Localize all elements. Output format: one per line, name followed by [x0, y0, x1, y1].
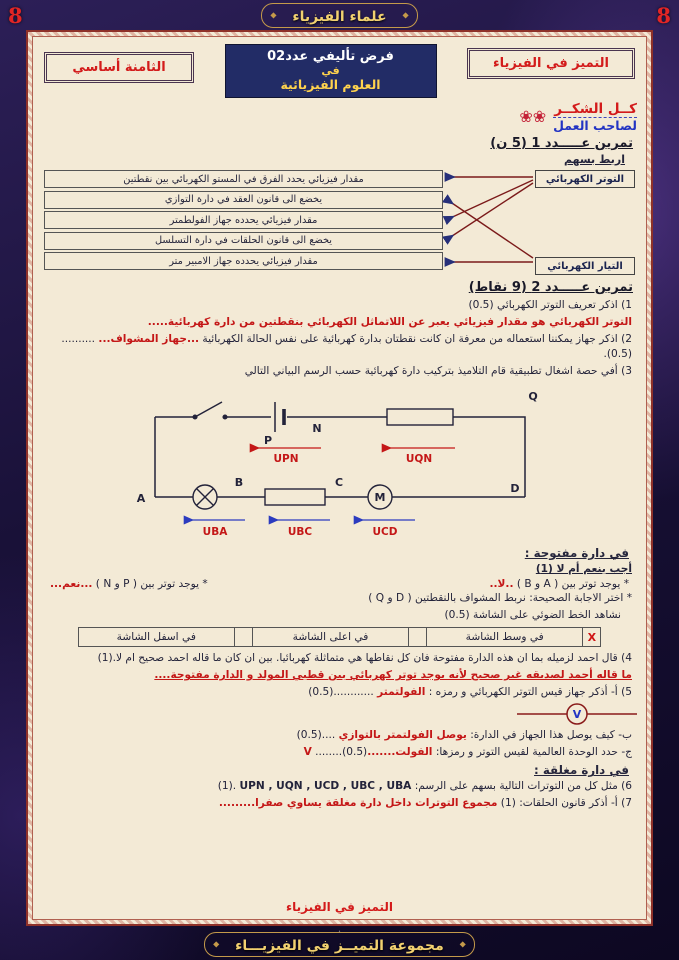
option-cell-top	[252, 628, 426, 646]
option-cell-bottom	[79, 628, 252, 646]
label-ucd: UCD	[372, 526, 397, 539]
top-banner-title: علماء الفيزياء	[292, 8, 387, 25]
thanks-text	[553, 101, 637, 133]
top-banner	[0, 0, 679, 30]
page-number-left: 8	[8, 2, 23, 28]
point-c: C	[334, 476, 343, 490]
rose-icon: ❀❀	[519, 107, 547, 126]
yes-no-item-2-text: * يوجد توتر بين ( P و N )	[95, 578, 208, 591]
bottom-banner	[0, 928, 679, 960]
option-checkbox-top	[408, 628, 426, 646]
bottom-banner-frame	[204, 932, 475, 957]
question-5c-answer: الفولت.......V	[303, 746, 433, 759]
option-label-top: في اعلى الشاشة	[292, 631, 369, 644]
top-banner-frame	[261, 3, 417, 28]
question-7-answer: مجموع التوترات داخل دارة مغلقة يساوي صفرا.........	[218, 797, 498, 810]
resistor-bottom-icon	[265, 489, 325, 505]
circuit-diagram	[42, 382, 637, 542]
point-d: D	[509, 482, 520, 496]
label-uba: UBA	[202, 526, 227, 539]
label-upn: UPN	[272, 453, 299, 466]
matching-item-3: مقدار فيزيائي يحدده جهاز الفولطمتر	[44, 211, 443, 229]
exam-header	[44, 44, 635, 98]
matching-exercise	[44, 170, 635, 275]
thanks-line1: كــل الشكــر	[554, 101, 637, 117]
exam-sheet	[32, 36, 647, 920]
exam-title-line1: فرض تأليفي عدد02	[267, 49, 394, 64]
yes-no-item-1-text: * يوجد توتر بين ( A و B )	[516, 578, 629, 591]
option-label-middle: في وسط الشاشة	[465, 631, 544, 644]
question-2-answer: ...جهاز المشواف...	[98, 333, 200, 346]
point-a: A	[136, 492, 145, 506]
yes-no-item-1	[489, 578, 629, 590]
question-1	[47, 298, 632, 313]
option-checkbox-bottom	[234, 628, 252, 646]
matching-right-column	[535, 170, 635, 275]
matching-arrows	[443, 170, 535, 275]
question-1-text: 1) اذكر تعريف التوتر الكهربائي (0.5)	[468, 299, 632, 311]
matching-item-4: يخضع الى قانون الحلقات في دارة التسلسل	[44, 232, 443, 250]
question-4: 4) قال احمد لزميله بما ان هذه الدارة مفتوحة فان كل نقاطها هي متماثلة كهربائيا. بين ان كان ما قاله احمد صحيح ام لا.(1)	[97, 652, 632, 665]
page-number-right: 8	[656, 2, 671, 28]
question-5a-suffix: ............(0.5)	[308, 686, 374, 699]
question-4-answer: ما قاله أحمد لصديقه غير صحيح لأنه يوجد توتر كهربائي بين قطبي المولد و الدارة مفتوحة....	[154, 669, 632, 682]
question-1-answer: التوتر الكهربائي هو مقدار فيزيائي يعبر عن اللاتماثل الكهربائي بنقطتين من دارة كهربائية.....	[147, 316, 632, 329]
option-checkbox-middle: X	[582, 628, 600, 646]
question-2	[47, 332, 632, 362]
paper-footer-brand: التميز في الفيزياء	[285, 900, 394, 914]
question-3: 3) أفي حصة اشغال تطبيقية قام التلاميذ بتركيب دارة كهربائية حسب الرسم البياني التالي	[244, 365, 632, 378]
lamp-icon	[193, 485, 217, 509]
matching-item-2: يخضع الى قانون العقد في دارة التوازي	[44, 191, 443, 209]
voltmeter-symbol-svg	[517, 702, 637, 726]
voltmeter-symbol	[192, 702, 637, 726]
yes-no-item-2-answer: ...نعم...	[50, 578, 93, 591]
exercise2-title: تمرين عـــــدد 2 (9 نقاط)	[468, 280, 633, 295]
question-2-suffix: ..........(0.5).	[61, 333, 632, 361]
matching-term-current: التيار الكهربائي	[535, 257, 635, 275]
label-ubc: UBC	[287, 526, 312, 539]
label-uqn: UQN	[405, 453, 432, 466]
question-5a-answer: الفولتمتر	[377, 686, 426, 699]
point-q: Q	[527, 390, 538, 404]
point-n: N	[311, 422, 322, 436]
matching-left-column	[44, 170, 443, 275]
question-5b-suffix: ....(0.5)	[296, 729, 336, 742]
choice-line-2: نشاهد الخط الضوئي على الشاشة (0.5)	[444, 609, 621, 622]
matching-term-voltage: التوتر الكهربائي	[535, 170, 635, 188]
question-5a	[47, 685, 632, 700]
yes-no-instruction: أجب بنعم أم لا (1)	[535, 563, 632, 576]
matching-lines	[446, 177, 533, 262]
exercise1-title: تمرين عـــــدد 1 (5 ن)	[490, 136, 633, 151]
thanks-line2: لصاحب العمل	[553, 118, 637, 133]
matching-arrows-svg	[443, 170, 535, 271]
answer-option-table	[78, 627, 602, 647]
question-5b	[47, 728, 632, 743]
exam-title-line2: في	[321, 64, 340, 77]
point-p: P	[263, 434, 272, 448]
question-5b-text: ب- كيف يوصل هذا الجهاز في الدارة:	[470, 729, 632, 742]
circuit-svg	[125, 382, 555, 542]
battery-icon	[275, 402, 284, 432]
motor-icon	[368, 485, 392, 509]
bottom-banner-title: مجموعة التميــز في الفيزيـــاء	[235, 937, 444, 954]
question-7	[47, 796, 632, 811]
exam-paper	[26, 30, 653, 926]
question-5c-suffix: ........(0.5)	[315, 746, 368, 759]
option-cell-middle	[426, 628, 600, 646]
open-circuit-heading: في دارة مفتوحة :	[524, 546, 629, 561]
matching-item-5: مقدار فيزيائي يحدده جهاز الامبير متر	[44, 252, 443, 270]
matching-item-1: مقدار فيزيائي يحدد الفرق في المستو الكهربائي بين نقطتين	[44, 170, 443, 188]
question-6-text: 6) مثل كل من التوترات التالية بسهم على الرسم:	[414, 780, 632, 793]
yes-no-item-2	[50, 578, 208, 590]
svg-text:M: M	[374, 491, 385, 505]
resistor-top-icon	[387, 409, 453, 425]
exam-title-box	[225, 44, 437, 98]
question-6-voltage-labels: UPN , UQN , UCD , UBC , UBA	[239, 780, 412, 793]
question-2-text: 2) اذكر جهاز يمكننا استعماله من معرفة ان كانت نقطتان بدارة كهربائية على نفس الحالة الكهربائية	[202, 333, 632, 346]
yes-no-item-1-answer: ..لا..	[489, 578, 514, 591]
option-label-bottom: في اسفل الشاشة	[116, 631, 196, 644]
question-5b-answer: يوصل الفولتمتر بالتوازي	[338, 729, 467, 742]
class-level-box: الثامنة أساسي	[44, 52, 194, 83]
question-5a-text: 5) أ- أذكر جهاز قيس التوتر الكهربائي و رمزه :	[428, 686, 632, 699]
voltmeter-letter: V	[572, 708, 582, 722]
exercise1-instruction: اربط بسهم	[563, 153, 625, 166]
question-5c-text: ج- حدد الوحدة العالمية لقيس التوتر و رمزها:	[435, 746, 632, 759]
closed-circuit-heading: في دارة مغلقة :	[534, 763, 629, 778]
exam-title-line3: العلوم الفيزيائية	[280, 77, 381, 92]
question-6	[47, 779, 632, 794]
switch-icon	[193, 402, 227, 419]
choice-line-1: * اختر الاجابة الصحيحة: نربط المشواف بالنقطتين ( D و Q )	[368, 592, 632, 605]
question-5c	[47, 745, 632, 760]
thanks-note	[519, 101, 637, 133]
brand-box: التميز في الفيزياء	[467, 48, 635, 79]
question-6-suffix: .(1)	[217, 780, 237, 793]
point-b: B	[234, 476, 243, 490]
question-7-text: 7) أ- أذكر قانون الحلقات: (1)	[500, 797, 632, 810]
yes-no-row	[50, 578, 629, 590]
